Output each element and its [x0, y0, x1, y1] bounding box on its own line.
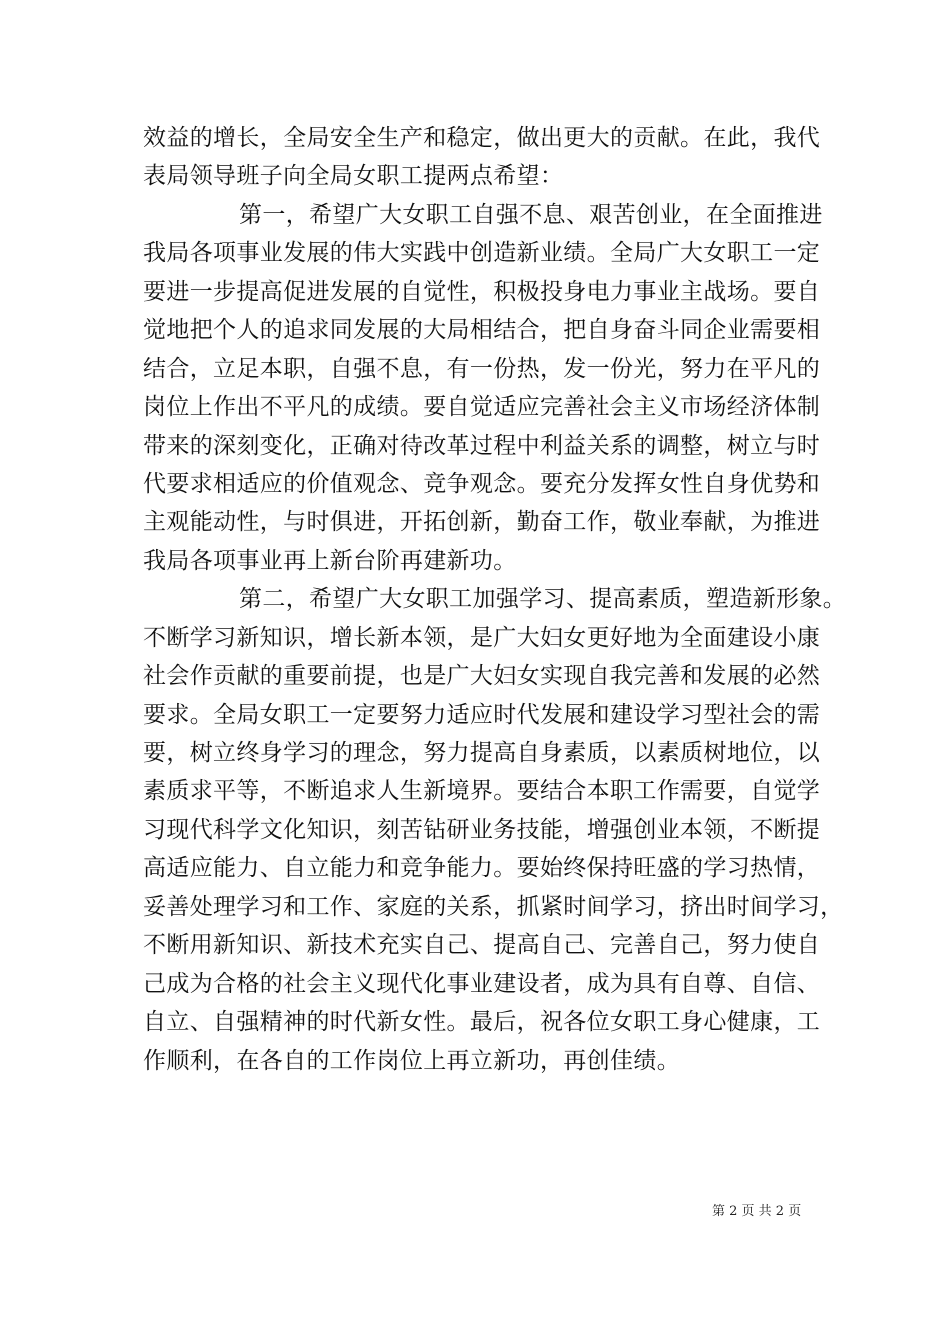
text-line: 觉地把个人的追求同发展的大局相结合，把自身奋斗同企业需要相 [143, 317, 821, 344]
text-line: 不断学习新知识，增长新本领，是广大妇女更好地为全面建设小康 [143, 624, 821, 651]
text-line: 不断用新知识、新技术充实自己、提高自己、完善自己，努力使自 [143, 932, 821, 959]
paragraph-first-line: 第二，希望广大女职工加强学习、提高素质，塑造新形象。 [239, 586, 847, 613]
text-line: 结合，立足本职，自强不息，有一份热，发一份光，努力在平凡的 [143, 355, 821, 382]
text-line: 妥善处理学习和工作、家庭的关系，抓紧时间学习，挤出时间学习， [143, 893, 844, 920]
text-line: 作顺利，在各自的工作岗位上再立新功，再创佳绩。 [143, 1047, 681, 1074]
text-line: 表局领导班子向全局女职工提两点希望： [143, 163, 564, 190]
text-line: 要求。全局女职工一定要努力适应时代发展和建设学习型社会的需 [143, 701, 821, 728]
text-line: 高适应能力、自立能力和竞争能力。要始终保持旺盛的学习热情， [143, 855, 821, 882]
text-line: 我局各项事业再上新台阶再建新功。 [143, 547, 517, 574]
text-line: 要，树立终身学习的理念，努力提高自身素质，以素质树地位，以 [143, 740, 821, 766]
text-line: 主观能动性，与时俱进，开拓创新，勤奋工作，敬业奉献，为推进 [143, 509, 821, 536]
text-line: 要进一步提高促进发展的自觉性，积极投身电力事业主战场。要自 [143, 278, 821, 305]
paragraph-first-line: 第一，希望广大女职工自强不息、艰苦创业，在全面推进 [239, 201, 823, 228]
text-line: 我局各项事业发展的伟大实践中创造新业绩。全局广大女职工一定 [143, 240, 821, 267]
text-line: 代要求相适应的价值观念、竞争观念。要充分发挥女性自身优势和 [143, 470, 821, 497]
text-line: 自立、自强精神的时代新女性。最后，祝各位女职工身心健康，工 [143, 1009, 821, 1036]
document-body [143, 119, 847, 1080]
text-line: 社会作贡献的重要前提，也是广大妇女实现自我完善和发展的必然 [143, 663, 821, 690]
text-line: 己成为合格的社会主义现代化事业建设者，成为具有自尊、自信、 [143, 970, 821, 997]
text-line: 带来的深刻变化，正确对待改革过程中利益关系的调整，树立与时 [143, 432, 821, 459]
text-line: 效益的增长，全局安全生产和稳定，做出更大的贡献。在此，我代 [143, 125, 821, 151]
text-line: 岗位上作出不平凡的成绩。要自觉适应完善社会主义市场经济体制 [143, 394, 821, 421]
page-number: 第 2 页 共 2 页 [712, 1204, 802, 1219]
text-line: 习现代科学文化知识，刻苦钻研业务技能，增强创业本领，不断提 [143, 816, 821, 843]
text-line: 素质求平等，不断追求人生新境界。要结合本职工作需要，自觉学 [143, 778, 821, 805]
